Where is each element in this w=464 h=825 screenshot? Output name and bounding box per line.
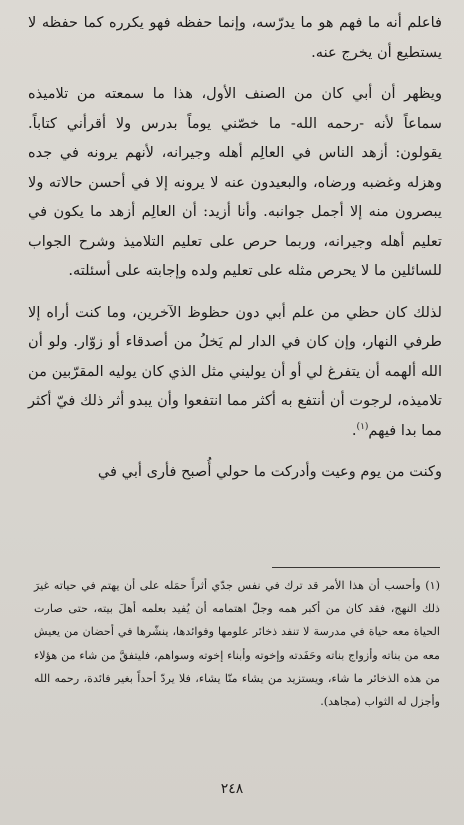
main-text	[28, 8, 442, 487]
paragraph-3-text: لذلك كان حظي من علم أبي دون حظوظ الآخرين، وما كنت أراه إلا طرفي النهار، وإن كان في الدار لم يَخلُ من أصدقاء أو زوّار. ولو أن الله ألهمه أن يتفرغ لي أو أن يوليني مثل الذي كان يوليه المقرّبين من تلاميذه، لرجوت أن أنتفع به أكثر مما انتفعوا وأن يبدو أثر ذلك فيّ أكثر مما بدا فيهم	[28, 303, 442, 439]
footnote-1: (١) وأحسب أن هذا الأمر قد ترك في نفس جدّي أثراً حمَله على أن يهتم في حياته غيرَ ذلك النهج، فقد كان من أكبر همه وجلّ اهتمامه أن يُفيد بعلمه أهلَ بيته، حتى صارت الحياة معه حياة في مدرسة لا تنفد ذخائر علومها وفوائدها، ينشّرها في أحضان من يعيش معه من بناته وأزواج بناته وحَفَدته وإخوته وأبناء إخوته وسواهم، فليتفقَّ من شاء من هؤلاء من هذه الذخائر ما شاء، ويستزيد من يشاء منّا يشاء، فلا يردّ أحداً بغير فائدة، رحمه الله وأجزل له الثواب (مجاهد).	[34, 579, 440, 709]
page-number: ٢٤٨	[220, 781, 244, 797]
paragraph-2: ويظهر أن أبي كان من الصنف الأول، هذا ما سمعته من تلاميذه سماعاً لأنه -رحمه الله- ما خصّني يوماً بدرس ولا أقرأني كتاباً. يقولون: أزهد الناس في العالِم أهله وجيرانه، لأنهم يرونه في جده وهزله وغضبه ورضاه، والبعيدون عنه لا يرونه إلا في أحسن حالاته ولا يبصرون منه إلا أجمل جوانبه. وأنا أزيد: أن العالِم أزهد ما يكون في تعليم أهله وجيرانه، وربما حرص على تعليم التلاميذ وشرح الجواب للسائلين ما لا يحرص مثله على تعليم ولده وإجابته على أسئلته.	[28, 85, 442, 279]
paragraph-1: فاعلم أنه ما فهم هو ما يدرّسه، وإنما حفظه فهو يكرره كما حفظه لا يستطيع أن يخرج عنه.	[28, 14, 442, 61]
footnotes	[34, 574, 440, 713]
paragraph-3: لذلك كان حظي من علم أبي دون حظوظ الآخرين، وما كنت أراه إلا طرفي النهار، وإن كان في الدار لم يَخلُ من أصدقاء أو زوّار. ولو أن الله ألهمه أن يتفرغ لي أو أن يوليني مثل الذي كان يوليه المقرّبين من تلاميذه، لرجوت أن أنتفع به أكثر مما انتفعوا وأن يبدو أثر ذلك فيّ أكثر مما بدا فيهم$^{(١)}$.	[28, 303, 442, 439]
footnote-divider	[272, 567, 440, 568]
paragraph-4: وكنت من يوم وعيت وأدركت ما حولي أُصبح فأرى أبي في	[97, 463, 442, 480]
footnote-reference: (١)	[356, 421, 369, 432]
